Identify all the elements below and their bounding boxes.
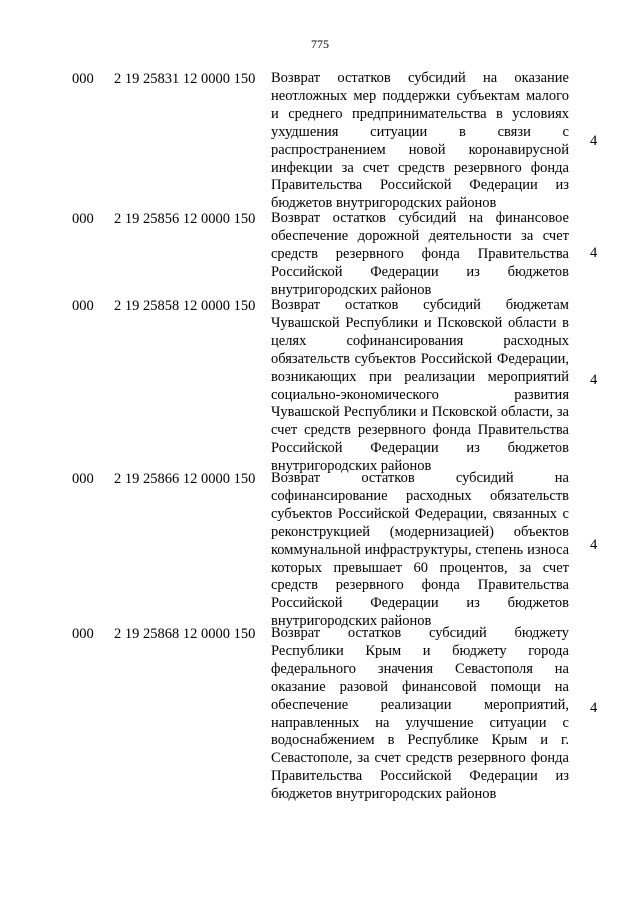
admin-code: 000 [72, 298, 94, 314]
kbk-code: 2 19 25831 12 0000 150 [114, 71, 256, 87]
kbk-code: 2 19 25868 12 0000 150 [114, 626, 256, 642]
norm-value: 4 [590, 133, 598, 149]
admin-code: 000 [72, 211, 94, 227]
page-number: 775 [311, 37, 329, 51]
kbk-code: 2 19 25856 12 0000 150 [114, 211, 256, 227]
norm-value: 4 [590, 700, 598, 716]
kbk-code: 2 19 25866 12 0000 150 [114, 471, 256, 487]
norm-value: 4 [590, 372, 598, 388]
row-description: Возврат остатков субсидий на софинансирование расходных обязательств субъектов Российской Федерации, связанных с реконструкцией (модернизацией) объектов коммунальной инфраструктуры, степень износа которых превышает 60 процентов, за счет средств резервного фонда Правительства Российской Федерации из бюджетов внутригородских районов [271, 470, 569, 630]
admin-code: 000 [72, 626, 94, 642]
admin-code: 000 [72, 71, 94, 87]
kbk-code: 2 19 25858 12 0000 150 [114, 298, 256, 314]
row-description: Возврат остатков субсидий бюджету Республики Крым и бюджету города федерального значения Севастополя на оказание разовой финансовой помощи на обеспечение реализации мероприятий, направленных на улучшение ситуации с водоснабжением в Республике Крым и г. Севастополе, за счет средств резервного фонда Правительства Российской Федерации из бюджетов внутригородских районов [271, 625, 569, 803]
norm-value: 4 [590, 245, 598, 261]
row-description: Возврат остатков субсидий бюджетам Чувашской Республики и Псковской области в целях софинансирования расходных обязательств субъектов Российской Федерации, возникающих при реализации мероприятий социально-экономического развития Чувашской Республики и Псковской области, за счет средств резервного фонда Правительства Российской Федерации из бюджетов внутригородских районов [271, 297, 569, 475]
admin-code: 000 [72, 471, 94, 487]
norm-value: 4 [590, 537, 598, 553]
row-description: Возврат остатков субсидий на оказание неотложных мер поддержки субъектам малого и среднего предпринимательства в условиях ухудшения ситуации в связи с распространением новой коронавирусной инфекции за счет средств резервного фонда Правительства Российской Федерации из бюджетов внутригородских районов [271, 70, 569, 212]
row-description: Возврат остатков субсидий на финансовое обеспечение дорожной деятельности за счет средств резервного фонда Правительства Российской Федерации из бюджетов внутригородских районов [271, 210, 569, 298]
